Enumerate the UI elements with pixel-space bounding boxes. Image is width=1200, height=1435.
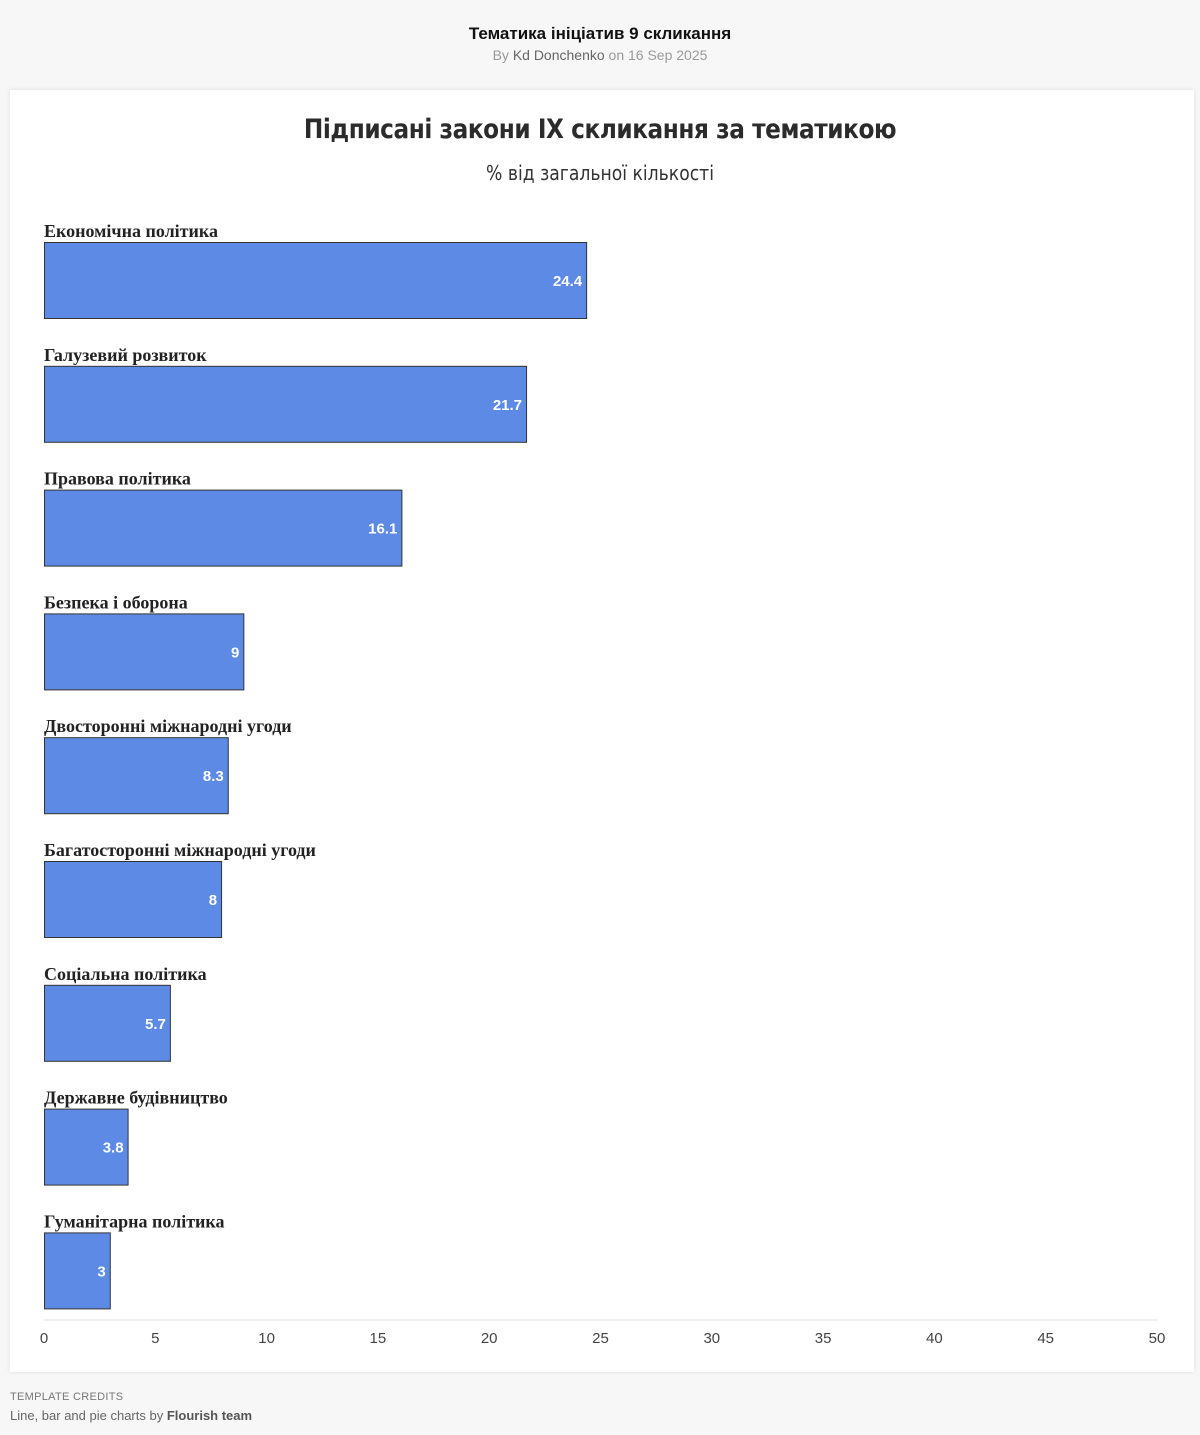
template-credits: [10, 1408, 252, 1423]
x-tick-label: 10: [258, 1330, 275, 1347]
bar[interactable]: [45, 862, 222, 938]
template-credits-text: Line, bar and pie charts by: [10, 1408, 164, 1423]
x-tick-label: 0: [39, 1330, 49, 1347]
bar[interactable]: [45, 366, 527, 442]
category-label: Безпека і оборона: [44, 592, 188, 613]
x-tick-label: 5: [151, 1330, 160, 1347]
bar-value-label: 16.1: [368, 520, 398, 538]
category-label: Економічна політика: [44, 221, 218, 241]
publish-date: on 16 Sep 2025: [608, 47, 708, 63]
x-tick-label: 30: [703, 1330, 721, 1347]
category-label: Правова політика: [44, 468, 191, 489]
chart-subtitle: % від загальної кількості: [486, 161, 714, 185]
x-tick-label: 25: [592, 1330, 609, 1347]
visualisation-title: Тематика ініціатив 9 скликання: [468, 24, 732, 43]
bar[interactable]: [45, 614, 244, 690]
bar[interactable]: [45, 738, 229, 814]
bar-value-label: 3: [97, 1263, 106, 1281]
category-label: Багатосторонні міжнародні угоди: [44, 840, 316, 860]
x-tick-label: 20: [480, 1330, 498, 1347]
x-tick-label: 35: [814, 1330, 832, 1347]
category-label: Соціальна політика: [44, 963, 207, 984]
x-tick-label: 40: [926, 1330, 943, 1347]
bar-value-label: 21.7: [492, 396, 523, 414]
bar-value-label: 9: [230, 644, 240, 662]
flourish-team-link[interactable]: Flourish team: [166, 1408, 253, 1423]
category-label: Державне будівництво: [44, 1087, 228, 1108]
x-tick-label: 50: [1148, 1330, 1166, 1347]
bar-value-label: 8: [208, 892, 218, 909]
x-tick-label: 45: [1037, 1330, 1055, 1347]
bar-value-label: 24.4: [552, 273, 583, 290]
byline-prefix: By: [492, 47, 509, 63]
bar-value-label: 5.7: [145, 1015, 166, 1033]
bar-value-label: 3.8: [102, 1139, 124, 1157]
category-label: Двосторонні міжнародні угоди: [44, 716, 292, 737]
bar[interactable]: [45, 490, 402, 566]
x-tick-label: 15: [369, 1330, 387, 1347]
category-label: Гуманітарна політика: [44, 1211, 225, 1232]
author-link[interactable]: Kd Donchenko: [512, 47, 605, 63]
template-credits-label: TEMPLATE CREDITS: [10, 1391, 124, 1403]
chart-title: Підписані закони IX скликання за тематикою: [303, 114, 897, 145]
bar[interactable]: [45, 243, 587, 319]
category-label: Галузевий розвиток: [44, 344, 207, 365]
bar-value-label: 8.3: [202, 768, 224, 786]
